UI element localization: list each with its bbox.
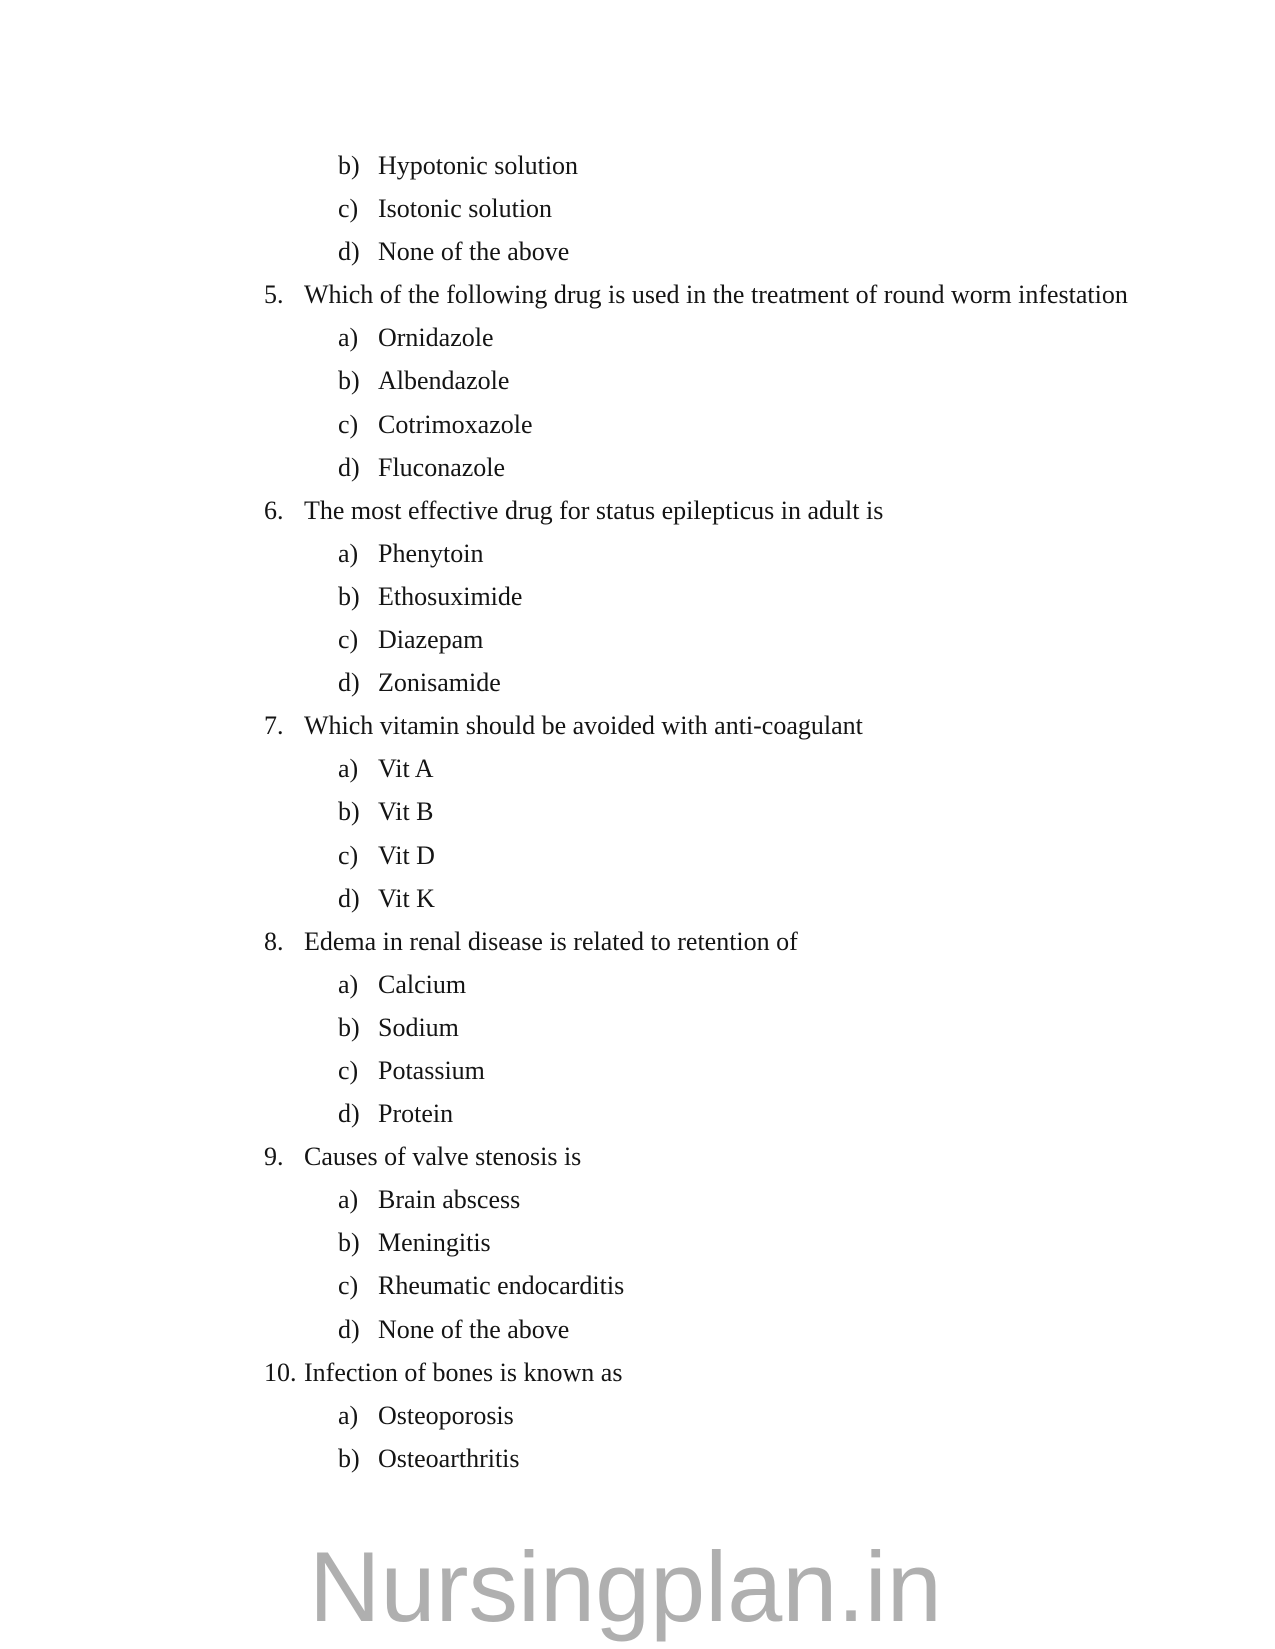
- question-list: [0, 144, 1275, 1480]
- option-row: [0, 963, 1275, 1006]
- option-text: Rheumatic endocarditis: [378, 1271, 625, 1301]
- watermark: Nursingplan.in: [309, 1531, 942, 1642]
- question-row: [0, 489, 1275, 532]
- option-text: Vit D: [378, 840, 435, 870]
- option-text: None of the above: [378, 1314, 570, 1344]
- question-number: 7.: [264, 711, 284, 741]
- option-letter: b): [338, 1012, 360, 1042]
- option-row: [0, 187, 1275, 230]
- option-text: Ethosuximide: [378, 581, 523, 611]
- option-letter: b): [338, 797, 360, 827]
- question-text: Which vitamin should be avoided with anti-coagulant: [304, 711, 863, 741]
- option-text: Osteoarthritis: [378, 1443, 520, 1473]
- question-text: Edema in renal disease is related to retention of: [304, 926, 798, 956]
- question-row: [0, 273, 1275, 316]
- option-text: Protein: [378, 1099, 454, 1129]
- option-row: [0, 1006, 1275, 1049]
- option-row: [0, 1394, 1275, 1437]
- option-text: Albendazole: [378, 366, 510, 396]
- option-text: Brain abscess: [378, 1185, 521, 1215]
- option-row: [0, 1221, 1275, 1264]
- question-text: Infection of bones is known as: [304, 1357, 623, 1387]
- option-row: [0, 403, 1275, 446]
- option-text: Zonisamide: [378, 668, 501, 698]
- question-number: 10.: [264, 1357, 297, 1387]
- option-text: Potassium: [378, 1055, 485, 1085]
- question-text: Which of the following drug is used in the treatment of round worm infestation: [304, 280, 1128, 310]
- option-letter: c): [338, 625, 359, 655]
- option-letter: c): [338, 1055, 359, 1085]
- option-letter: c): [338, 1271, 359, 1301]
- option-row: [0, 1178, 1275, 1221]
- option-letter: a): [338, 538, 359, 568]
- option-letter: d): [338, 883, 360, 913]
- question-row: [0, 920, 1275, 963]
- option-letter: a): [338, 1185, 359, 1215]
- option-letter: a): [338, 969, 359, 999]
- option-row: [0, 1437, 1275, 1480]
- option-text: Isotonic solution: [378, 194, 553, 224]
- option-text: Ornidazole: [378, 323, 494, 353]
- option-row: [0, 575, 1275, 618]
- question-text: Causes of valve stenosis is: [304, 1142, 582, 1172]
- question-number: 6.: [264, 495, 284, 525]
- option-row: [0, 446, 1275, 489]
- option-text: Cotrimoxazole: [378, 409, 533, 439]
- option-text: Sodium: [378, 1012, 459, 1042]
- option-row: [0, 790, 1275, 833]
- option-row: [0, 834, 1275, 877]
- option-row: [0, 877, 1275, 920]
- option-letter: d): [338, 452, 360, 482]
- option-letter: d): [338, 668, 360, 698]
- option-row: [0, 618, 1275, 661]
- option-row: [0, 1308, 1275, 1351]
- option-row: [0, 1264, 1275, 1307]
- question-text: The most effective drug for status epilepticus in adult is: [304, 495, 884, 525]
- option-row: [0, 144, 1275, 187]
- question-number: 5.: [264, 280, 284, 310]
- option-letter: b): [338, 366, 360, 396]
- option-letter: a): [338, 323, 359, 353]
- option-text: None of the above: [378, 237, 570, 267]
- option-letter: b): [338, 581, 360, 611]
- option-letter: a): [338, 754, 359, 784]
- option-letter: b): [338, 1443, 360, 1473]
- option-row: [0, 1049, 1275, 1092]
- question-row: [0, 1135, 1275, 1178]
- option-letter: c): [338, 840, 359, 870]
- option-text: Meningitis: [378, 1228, 491, 1258]
- option-row: [0, 661, 1275, 704]
- option-row: [0, 532, 1275, 575]
- option-row: [0, 316, 1275, 359]
- option-text: Vit A: [378, 754, 434, 784]
- option-letter: d): [338, 237, 360, 267]
- option-text: Diazepam: [378, 625, 484, 655]
- option-row: [0, 230, 1275, 273]
- option-letter: a): [338, 1400, 359, 1430]
- option-letter: c): [338, 409, 359, 439]
- option-letter: d): [338, 1099, 360, 1129]
- option-text: Hypotonic solution: [378, 151, 579, 180]
- question-number: 9.: [264, 1142, 284, 1172]
- option-letter: b): [338, 1228, 360, 1258]
- option-row: [0, 359, 1275, 402]
- question-number: 8.: [264, 926, 284, 956]
- option-letter: c): [338, 194, 359, 224]
- option-row: [0, 1092, 1275, 1135]
- option-text: Phenytoin: [378, 538, 484, 568]
- option-text: Osteoporosis: [378, 1400, 514, 1430]
- question-row: [0, 704, 1275, 747]
- option-text: Vit K: [378, 883, 435, 913]
- option-row: [0, 747, 1275, 790]
- option-text: Calcium: [378, 969, 467, 999]
- option-text: Vit B: [378, 797, 434, 827]
- question-row: [0, 1351, 1275, 1394]
- option-letter: b): [338, 151, 360, 180]
- option-letter: d): [338, 1314, 360, 1344]
- option-text: Fluconazole: [378, 452, 506, 482]
